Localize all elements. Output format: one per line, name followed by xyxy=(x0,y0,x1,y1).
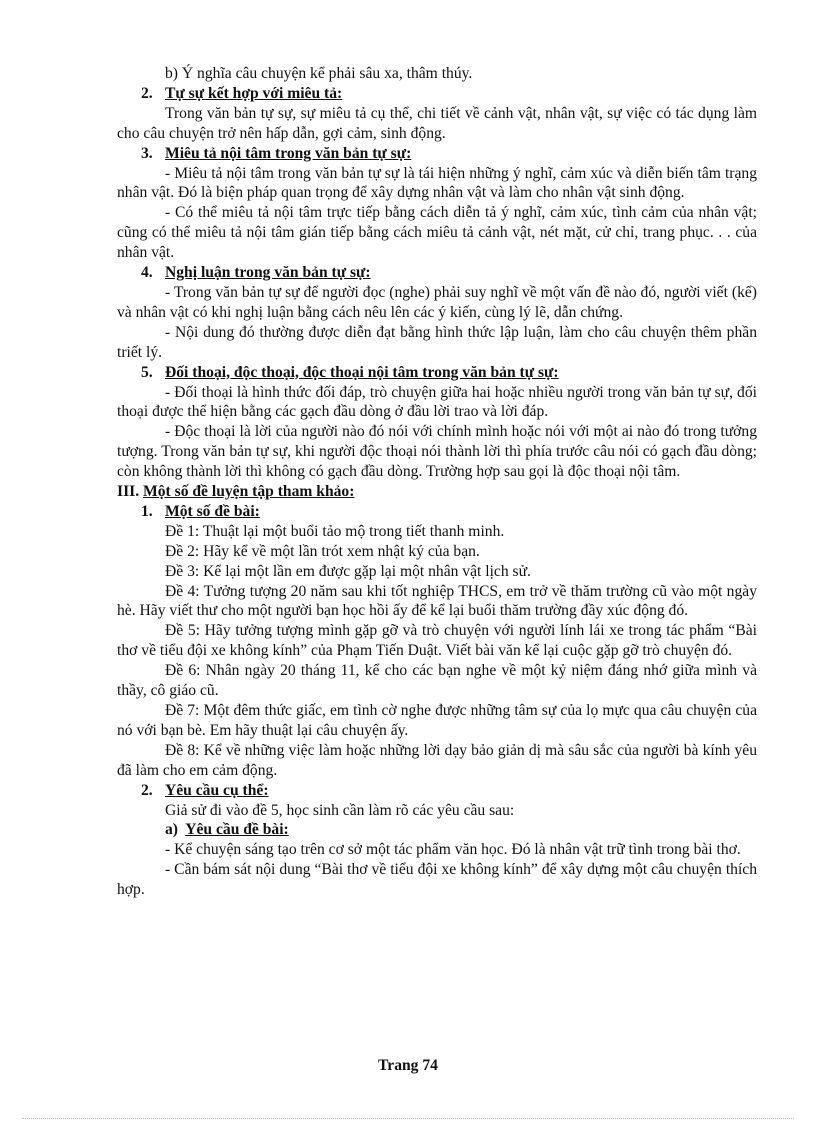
heading-title: Một số đề bài: xyxy=(165,502,260,520)
de-3: Đề 3: Kể lại một lần em được gặp lại một nhân vật lịch sử. xyxy=(165,562,531,580)
heading-a xyxy=(117,820,757,840)
heading-2-yeu-cau xyxy=(117,781,757,801)
paragraph: - Miêu tả nội tâm trong văn bản tự sự là tái hiện những ý nghĩ, cảm xúc và diễn biến tâm trạng nhân vật. Đó là biện pháp quan trọng để xây dựng nhân vật và làm cho nhân vật sinh động. xyxy=(117,164,757,202)
heading-number: 1. xyxy=(141,502,153,520)
paragraph: - Cần bám sát nội dung “Bài thơ về tiểu đội xe không kính” để xây dựng một câu chuyện thích hợp. xyxy=(117,861,757,899)
paragraph: - Trong văn bản tự sự để người đọc (nghe) phải suy nghĩ về một vấn đề nào đó, người viết (kể) và nhân vật có khi nghị luận bằng cách nêu lên các ý kiến, cùng lý lẽ, dẫn chứng. xyxy=(117,283,757,321)
paragraph: - Độc thoại là lời của người nào đó nói với chính mình hoặc nói với một ai nào đó trong tưởng tượng. Trong văn bản tự sự, khi người độc thoại nói thành lời thì phía trước câu nói có gạch đầu dòng; còn không thành lời thì không có gạch đầu dòng. Trường hợp sau gọi là độc thoại nội tâm. xyxy=(117,423,757,481)
de-4: Đề 4: Tưởng tượng 20 năm sau khi tốt nghiệp THCS, em trở về thăm trường cũ vào một ngày hè. Hãy viết thư cho một người bạn học hồi ấy để kể lại buổi thăm trường đầy xúc động đó. xyxy=(117,582,757,620)
footer-divider xyxy=(22,1118,794,1119)
de-2: Đề 2: Hãy kể về một lần trót xem nhật ký của bạn. xyxy=(165,542,480,560)
heading-number: 2. xyxy=(141,781,153,799)
paragraph: Giả sử đi vào đề 5, học sinh cần làm rõ các yêu cầu sau: xyxy=(165,801,515,819)
de-5: Đề 5: Hãy tưởng tượng mình gặp gỡ và trò chuyện với người lính lái xe trong tác phẩm “Bài thơ về tiểu đội xe không kính” của Phạm Tiến Duật. Viết bài văn kể lại cuộc gặp gỡ trò chuyện đó. xyxy=(117,622,757,660)
heading-number: 4. xyxy=(141,264,153,282)
heading-5 xyxy=(117,363,757,383)
paragraph: - Có thể miêu tả nội tâm trực tiếp bằng cách diễn tả ý nghĩ, cảm xúc, tình cảm của nhân vật; cũng có thể miêu tả nội tâm gián tiếp bằng cách miêu tả cảnh vật, nét mặt, cử chỉ, trang phục. . . của nhân vật. xyxy=(117,204,757,262)
paragraph: - Nội dung đó thường được diễn đạt bằng hình thức lập luận, làm cho câu chuyện thêm phần triết lý. xyxy=(117,323,757,361)
heading-3 xyxy=(117,144,757,164)
de-7: Đề 7: Một đêm thức giấc, em tình cờ nghe được những tâm sự của lọ mực qua câu chuyện của nó với bạn bè. Em hãy thuật lại câu chuyện ấy. xyxy=(117,702,757,739)
de-6: Đề 6: Nhân ngày 20 tháng 11, kể cho các bạn nghe về một kỷ niệm đáng nhớ giữa mình và thầy, cô giáo cũ. xyxy=(117,662,757,700)
heading-title: Tự sự kết hợp với miêu tả: xyxy=(165,84,343,102)
heading-4 xyxy=(117,263,757,283)
line-b: b) Ý nghĩa câu chuyện kể phải sâu xa, thâm thúy. xyxy=(165,65,473,82)
heading-1-de-bai xyxy=(117,502,757,522)
section-heading-iii xyxy=(117,482,757,502)
heading-title: Yêu cầu đề bài: xyxy=(185,821,289,839)
paragraph: - Kể chuyện sáng tạo trên cơ sở một tác phẩm văn học. Đó là nhân vật trữ tình trong bài thơ. xyxy=(165,841,741,859)
page-number: Trang 74 xyxy=(378,1057,438,1074)
heading-title: Yêu cầu cụ thể: xyxy=(165,781,269,799)
heading-number: 5. xyxy=(141,363,153,381)
heading-number: 3. xyxy=(141,144,153,162)
paragraph: - Đối thoại là hình thức đối đáp, trò chuyện giữa hai hoặc nhiều người trong văn bản tự sự, đối thoại được thể hiện bằng các gạch đầu dòng ở đầu lời trao và lời đáp. xyxy=(117,383,757,421)
de-8: Đề 8: Kể về những việc làm hoặc những lời dạy bảo giản dị mà sâu sắc của người bà kính yêu đã làm cho em cảm động. xyxy=(117,741,757,779)
heading-number: III. xyxy=(117,483,140,501)
heading-number: 2. xyxy=(141,84,153,102)
de-1: Đề 1: Thuật lại một buổi tảo mộ trong tiết thanh minh. xyxy=(165,522,505,540)
document-body xyxy=(117,64,757,900)
heading-title: Đối thoại, độc thoại, độc thoại nội tâm trong văn bản tự sự: xyxy=(165,363,559,381)
paragraph: Trong văn bản tự sự, sự miêu tả cụ thể, chi tiết về cảnh vật, nhân vật, sự việc có tác dụng làm cho câu chuyện trở nên hấp dẫn, gợi cảm, sinh động. xyxy=(117,104,757,142)
heading-title: Nghị luận trong văn bản tự sự: xyxy=(165,264,371,282)
heading-2 xyxy=(117,84,757,104)
heading-number: a) xyxy=(165,821,178,839)
heading-title: Một số đề luyện tập tham khảo: xyxy=(143,483,355,501)
heading-title: Miêu tả nội tâm trong văn bản tự sự: xyxy=(165,144,412,162)
